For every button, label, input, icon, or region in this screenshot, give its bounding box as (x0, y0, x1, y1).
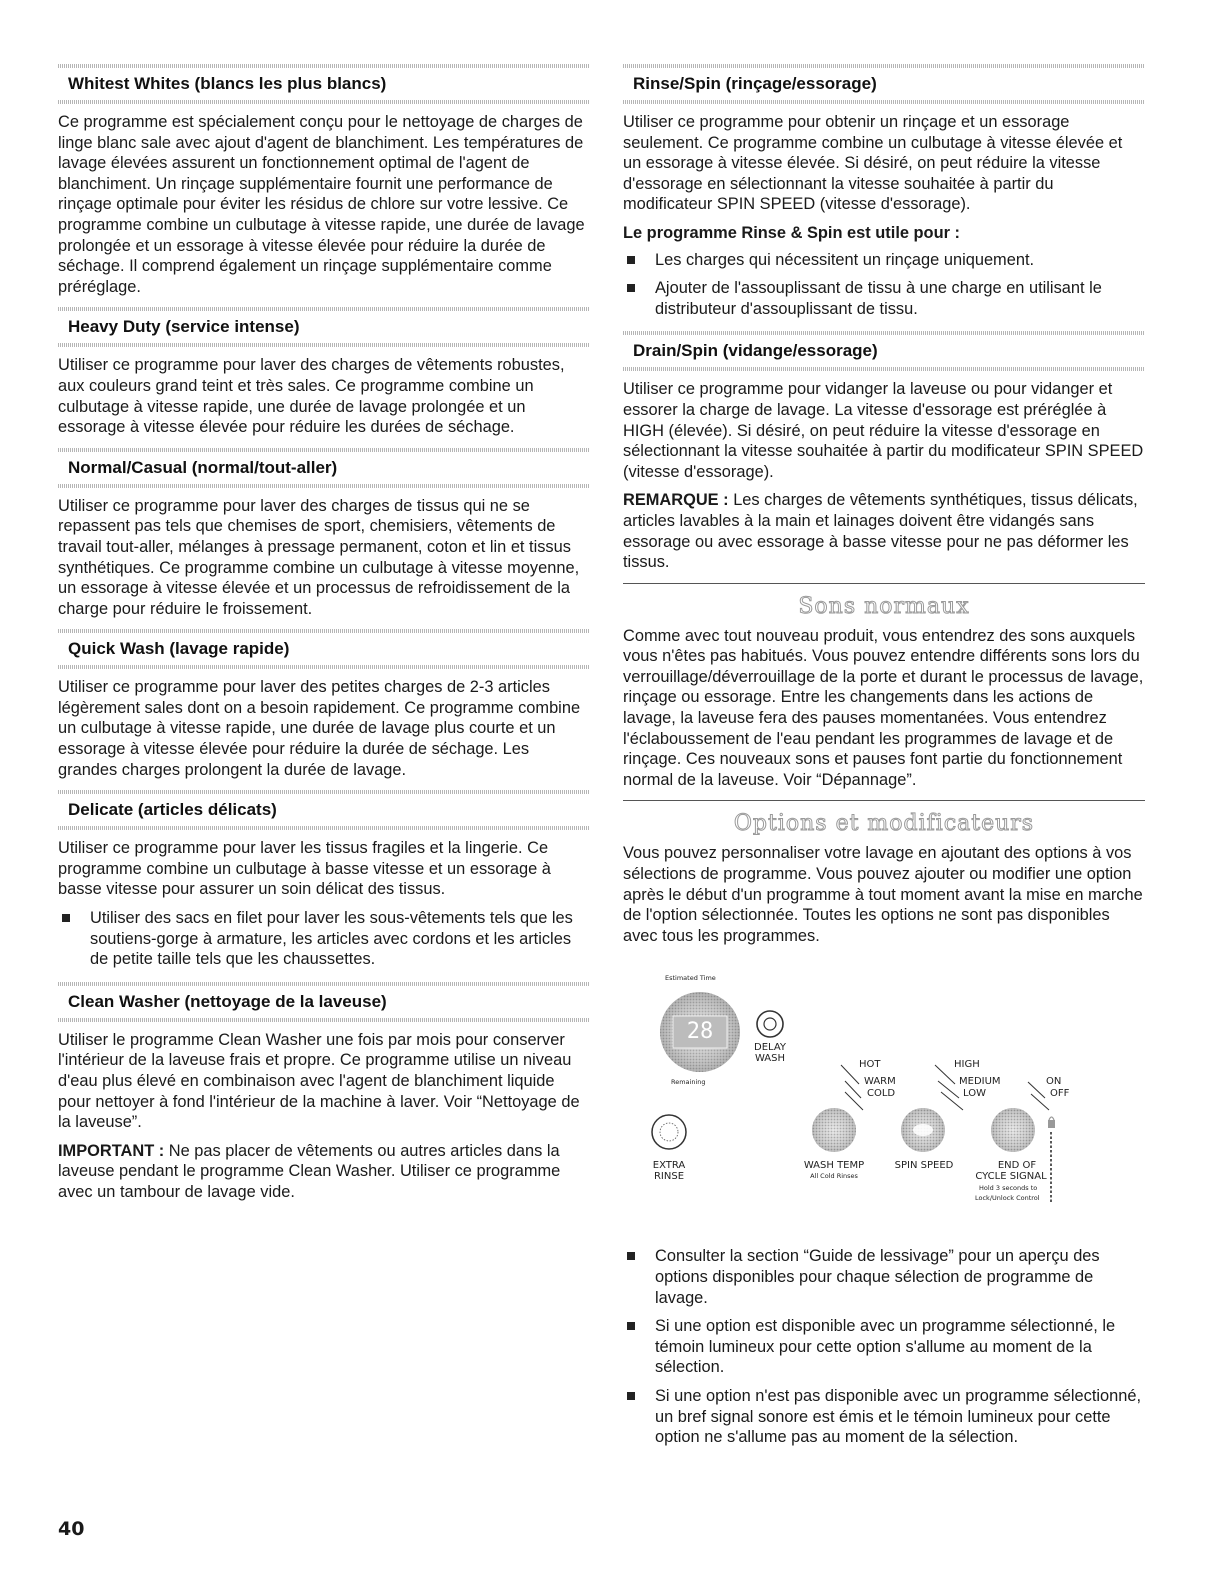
control-panel-illustration (623, 974, 1145, 1236)
section-heading-rinse-spin: Rinse/Spin (rinçage/essorage) (623, 62, 1145, 104)
end-of-label: END OF (997, 1160, 1037, 1172)
signal-off-label: OFF (1050, 1088, 1070, 1100)
clean-washer-important (58, 1141, 590, 1203)
list-item: Utiliser des sacs en filet pour laver les sous-vêtements tels que les soutiens-gorge à armature, les articles avec cordons et les articles de petite taille tels que les chaussettes. (58, 908, 590, 970)
wash-temp-label: WASH TEMP (803, 1160, 865, 1172)
section-heading-clean-washer: Clean Washer (nettoyage de la laveuse) (58, 980, 590, 1022)
section-heading-normal-casual: Normal/Casual (normal/tout-aller) (58, 446, 590, 488)
extra-rinse-label-2: RINSE (653, 1171, 685, 1183)
section-title-sons-normaux: Sons normaux (798, 593, 970, 619)
right-column (623, 62, 1145, 1458)
lock-icon (1048, 1117, 1055, 1128)
options-bullet-list (623, 1246, 1145, 1447)
lock-unlock-label: Lock/Unlock Control (975, 1194, 1040, 1203)
temp-warm-label: WARM (864, 1076, 896, 1088)
drain-spin-text: Utiliser ce programme pour vidanger la laveuse ou pour vidanger et essorer la charge de lavage. La vitesse d'essorage est préréglée à HIGH (élevée). Si désiré, on peut réduire la vitesse d'essorage en sélectionnant la vitesse souhaitée à partir du modificateur SPIN SPEED (vitesse d'essorage). (623, 380, 1144, 481)
delicate-bullet-list (58, 908, 590, 970)
spin-speed-label: SPIN SPEED (894, 1160, 954, 1172)
options-text: Vous pouvez personnaliser votre lavage en ajoutant des options à vos sélections de programme. Vous pouvez ajouter ou modifier une option après le début d'un programme à tout moment avant la mise en marche de l'option sélectionnée. Toutes les options ne sont pas disponibles avec tous les programmes. (623, 844, 1143, 945)
note-text: Les charges de vêtements synthétiques, tissus délicats, articles lavables à la main et lainages doivent être vidangés sans essorage ou avec essorage à basse vitesse pour ne pas déformer les tissus. (623, 491, 1138, 572)
hold-seconds-label: Hold 3 seconds to (979, 1184, 1038, 1193)
delay-wash-label-1: DELAY (754, 1042, 786, 1054)
important-text: Ne pas placer de vêtements ou autres articles dans la laveuse pendant le programme Clean Washer. Utiliser ce programme avec un tambour de lavage vide. (58, 1141, 561, 1201)
list-item: Si une option n'est pas disponible avec un programme sélectionné, un bref signal sonore est émis et le témoin lumineux pour cette option ne s'allume pas au moment de la sélection. (623, 1386, 1145, 1448)
all-cold-rinses-label: All Cold Rinses (810, 1172, 858, 1181)
delay-wash-label-2: WASH (754, 1053, 786, 1065)
clean-washer-text: Utiliser le programme Clean Washer une fois par mois pour conserver l'intérieur de la laveuse frais et propre. Ce programme utilise un niveau d'eau plus élevé en combinaison avec l'agent de blanchiment liquide pour nettoyer à fond l'intérieur de la machine à laver. Voir “Nettoyage de la laveuse”. (58, 1030, 580, 1132)
remaining-label: Remaining (671, 1078, 706, 1087)
section-heading-whitest-whites: Whitest Whites (blancs les plus blancs) (58, 62, 590, 104)
section-heading-drain-spin: Drain/Spin (vidange/essorage) (623, 329, 1145, 371)
rinse-spin-text: Utiliser ce programme pour obtenir un rinçage et un essorage seulement. Ce programme combine un culbutage à vitesse élevée et un essorage à vitesse élevée. Si désiré, on peut réduire la vitesse d'essorage en sélectionnant la vitesse souhaitée à partir du modificateur SPIN SPEED (vitesse d'essorage). (623, 113, 1123, 214)
temp-cold-label: COLD (867, 1088, 896, 1100)
delicate-text: Utiliser ce programme pour laver les tissus fragiles et la lingerie. Ce programme combine un culbutage à basse vitesse et un essorage à basse vitesse pour assurer un soin délicat des tissus. (58, 839, 551, 899)
temp-hot-label: HOT (859, 1059, 881, 1071)
note-label: REMARQUE : (623, 491, 729, 510)
time-display-digits: 28 (686, 1019, 714, 1045)
speed-high-label: HIGH (954, 1059, 980, 1071)
section-divider (623, 800, 1145, 801)
cycle-signal-label: CYCLE SIGNAL (975, 1171, 1047, 1183)
extra-rinse-icon (652, 1115, 686, 1149)
whitest-whites-text: Ce programme est spécialement conçu pour le nettoyage de charges de linge blanc sale avec ajout d'agent de blanchiment. Les températures de lavage élevées assurent un fonctionnement optimal de l'agent de blanchiment. Un rinçage supplémentaire fournit une performance de rinçage optimale pour éviter les résidus de chlore sur votre lessive. Ce programme combine un culbutage à vitesse rapide, une durée de lavage prolongée et un essorage à vitesse élevée pour réduire la durée de séchage. Il comprend également un rinçage supplémentaire comme préréglage. (58, 113, 585, 296)
drain-spin-note (623, 490, 1145, 572)
section-heading-quick-wash: Quick Wash (lavage rapide) (58, 627, 590, 669)
rinse-spin-bullet-list (623, 250, 1145, 320)
speed-medium-label: MEDIUM (959, 1076, 1001, 1088)
left-column (58, 62, 590, 1211)
quick-wash-text: Utiliser ce programme pour laver des petites charges de 2-3 articles légèrement sales dont on a besoin rapidement. Ce programme combine un culbutage à vitesse rapide, une durée de lavage plus courte et un essorage à vitesse élevée pour réduire la durée de séchage. Les grandes charges prolongent la durée de lavage. (58, 678, 581, 779)
list-item: Ajouter de l'assouplissant de tissu à une charge en utilisant le distributeur d'assouplissant de tissu. (623, 278, 1145, 319)
section-heading-delicate: Delicate (articles délicats) (58, 788, 590, 830)
control-panel-graphic (623, 974, 1145, 1236)
heavy-duty-text: Utiliser ce programme pour laver des charges de vêtements robustes, aux couleurs grand teint et très sales. Ce programme combine un culbutage à vitesse rapide, une durée de lavage prolongée et un essorage à vitesse élevée pour réduire les durées de séchage. (58, 356, 565, 437)
list-item: Consulter la section “Guide de lessivage” pour un aperçu des options disponibles pour chaque sélection de programme de lavage. (623, 1246, 1145, 1308)
list-item: Si une option est disponible avec un programme sélectionné, le témoin lumineux pour cette option s'allume au moment de la sélection. (623, 1316, 1145, 1378)
important-label: IMPORTANT : (58, 1141, 165, 1160)
normal-casual-text: Utiliser ce programme pour laver des charges de tissus qui ne se repassent pas tels que chemises de sport, chemisiers, vêtements de travail tout-aller, mélanges à pressage permanent, coton et lin et tissus synthétiques. Ce programme combine un culbutage à vitesse moyenne, un essorage à vitesse élevée et un processus de refroidissement de la charge pour réduire le froissement. (58, 496, 580, 618)
extra-rinse-label-1: EXTRA (652, 1160, 686, 1172)
rinse-spin-lead: Le programme Rinse & Spin est utile pour : (623, 223, 960, 242)
estimated-time-label: Estimated Time (665, 974, 716, 983)
sons-normaux-text: Comme avec tout nouveau produit, vous entendrez des sons auxquels vous n'êtes pas habitués. Vous pouvez entendre différents sons lors du verrouillage/déverrouillage de la porte et durant le processus de lavage, rinçage ou essorage. Entre les changements dans les actions de lavage, la laveuse fera des pauses momentanées. Vous entendrez l'éclaboussement de l'eau pendant les programmes de lavage et de rinçage. Ces nouveaux sons et pauses font partie du fonctionnement normal de la laveuse. Voir “Dépannage”. (623, 626, 1144, 789)
section-title-options: Options et modificateurs (733, 811, 1035, 837)
delay-wash-icon (757, 1011, 783, 1037)
section-divider (623, 583, 1145, 584)
list-item: Les charges qui nécessitent un rinçage uniquement. (623, 250, 1145, 271)
page-number: 40 (58, 1518, 85, 1540)
section-heading-heavy-duty: Heavy Duty (service intense) (58, 305, 590, 347)
speed-low-label: LOW (963, 1088, 986, 1100)
signal-on-label: ON (1046, 1076, 1062, 1088)
